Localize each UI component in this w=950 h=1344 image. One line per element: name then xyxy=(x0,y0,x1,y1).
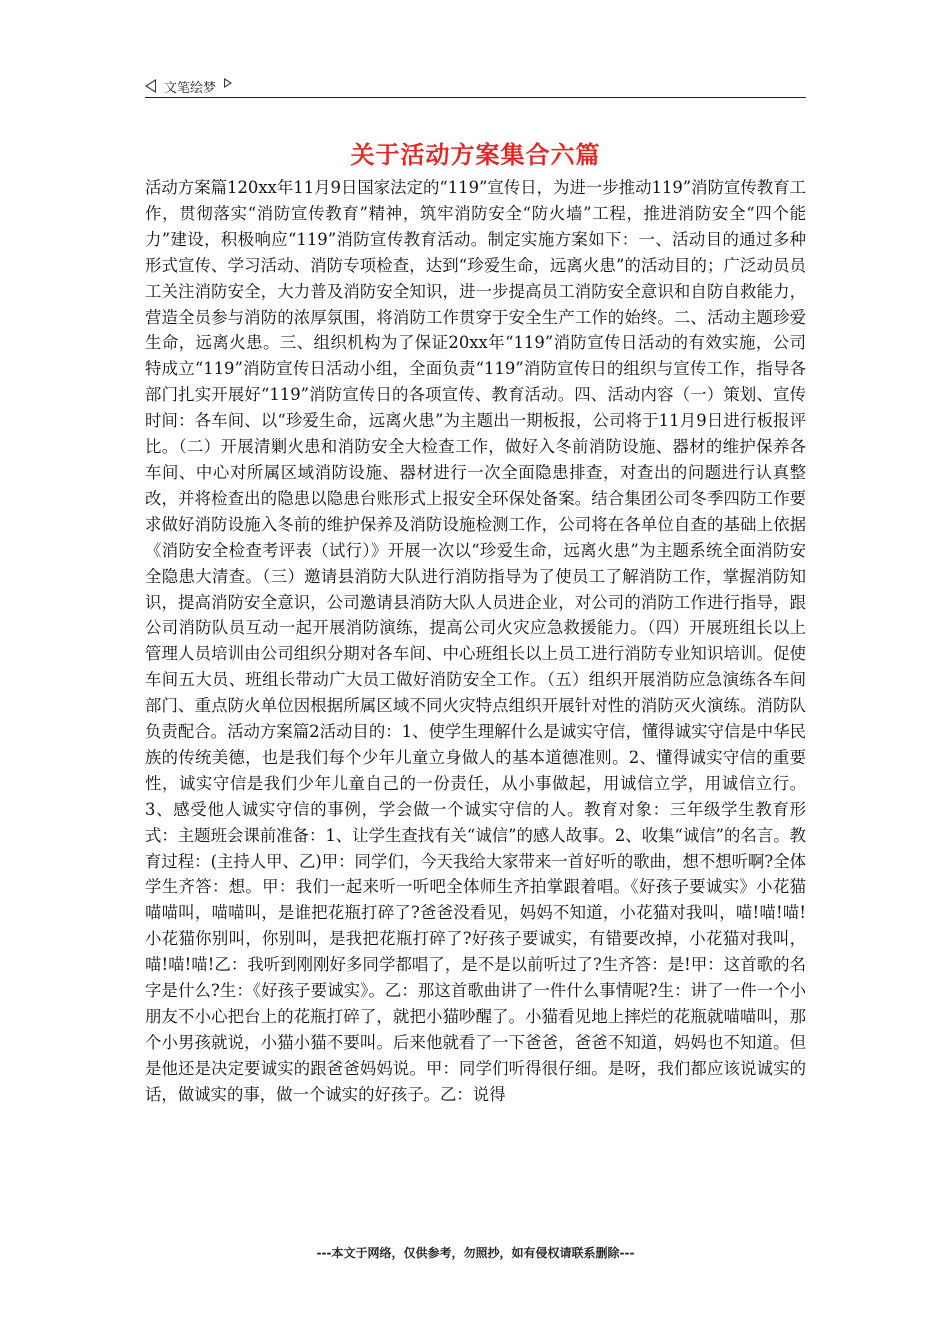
document-title: 关于活动方案集合六篇 xyxy=(350,141,601,169)
triangle-right-icon xyxy=(224,78,232,88)
brand-name: 文笔绘梦 xyxy=(164,80,217,96)
footer-notice: ---本文于网络，仅供参考，勿照抄，如有侵权请联系删除--- xyxy=(316,1246,635,1260)
page-header xyxy=(145,74,806,98)
header-divider xyxy=(145,97,806,98)
triangle-left-icon xyxy=(145,79,156,93)
document-body: 活动方案篇120xx年11月9日国家法定的“119”宣传日，为进一步推动119”消防宣传教育工作，贯彻落实“消防宣传教育”精神，筑牢消防安全“防火墙”工程，推进消防安全“四个能力”建设，积极响应“119”消防宣传教育活动。制定实施方案如下：一、活动目的通过多种形式宣传、学习活动、消防专项检查，达到“珍爱生命，远离火患”的活动目的；广泛动员员工关注消防安全，大力普及消防安全知识，进一步提高员工消防安全意识和自防自救能力，营造全员参与消防的浓厚氛围，将消防工作贯穿于安全生产工作的始终。二、活动主题珍爱生命，远离火患。三、组织机构为了保证20xx年“119”消防宣传日活动的有效实施，公司特成立“119”消防宣传日活动小组，全面负责“119”消防宣传日的组织与宣传工作，指导各部门扎实开展好“119”消防宣传日的各项宣传、教育活动。四、活动内容（一）策划、宣传时间：各车间、以“珍爱生命，远离火患”为主题出一期板报，公司将于11月9日进行板报评比。（二）开展清剿火患和消防安全大检查工作，做好入冬前消防设施、器材的维护保养各车间、中心对所属区域消防设施、器材进行一次全面隐患排查，对查出的问题进行认真整改，并将检查出的隐患以隐患台账形式上报安全环保处备案。结合集团公司冬季四防工作要求做好消防设施入冬前的维护保养及消防设施检测工作，公司将在各单位自查的基础上依据《消防安全检查考评表（试行）》开展一次以“珍爱生命，远离火患”为主题系统全面消防安全隐患大清查。（三）邀请县消防大队进行消防指导为了使员工了解消防工作，掌握消防知识，提高消防安全意识，公司邀请县消防大队人员进企业，对公司的消防工作进行指导，跟公司消防队员互动一起开展消防演练，提高公司火灾应急救援能力。（四）开展班组长以上管理人员培训由公司组织分期对各车间、中心班组长以上员工进行消防专业知识培训。促使车间五大员、班组长带动广大员工做好消防安全工作。（五）组织开展消防应急演练各车间部门、重点防火单位因根据所属区域不同火灾特点组织开展针对性的消防灭火演练。消防队负责配合。活动方案篇2活动目的：1、使学生理解什么是诚实守信，懂得诚实守信是中华民族的传统美德，也是我们每个少年儿童立身做人的基本道德准则。2、懂得诚实守信的重要性，诚实守信是我们少年儿童自己的一份责任，从小事做起，用诚信立学，用诚信立行。3、感受他人诚实守信的事例，学会做一个诚实守信的人。教育对象：三年级学生教育形式：主题班会课前准备：1、让学生查找有关“诚信”的感人故事。2、收集“诚信”的名言。教育过程：(主持人甲、乙)甲：同学们，今天我给大家带来一首好听的歌曲，想不想听啊?全体学生齐答：想。甲：我们一起来听一听吧全体师生齐拍掌跟着唱。《好孩子要诚实》小花猫喵喵叫，喵喵叫，是谁把花瓶打碎了?爸爸没看见，妈妈不知道，小花猫对我叫，喵!喵!喵!小花猫你别叫，你别叫，是我把花瓶打碎了?好孩子要诚实，有错要改掉，小花猫对我叫，喵!喵!喵!乙：我听到刚刚好多同学都唱了，是不是以前听过了?生齐答：是!甲：这首歌的名字是什么?生：《好孩子要诚实》。乙：那这首歌曲讲了一件什么事情呢?生：讲了一件一个小朋友不小心把台上的花瓶打碎了，就把小猫吵醒了。小猫看见地上摔烂的花瓶就喵喵叫，那个小男孩就说，小猫小猫不要叫。后来他就看了一下爸爸，爸爸不知道，妈妈也不知道。但是他还是决定要诚实的跟爸爸妈妈说。甲：同学们听得很仔细。是呀，我们都应该说诚实的话，做诚实的事，做一个诚实的好孩子。乙：说得 xyxy=(145,178,806,1104)
